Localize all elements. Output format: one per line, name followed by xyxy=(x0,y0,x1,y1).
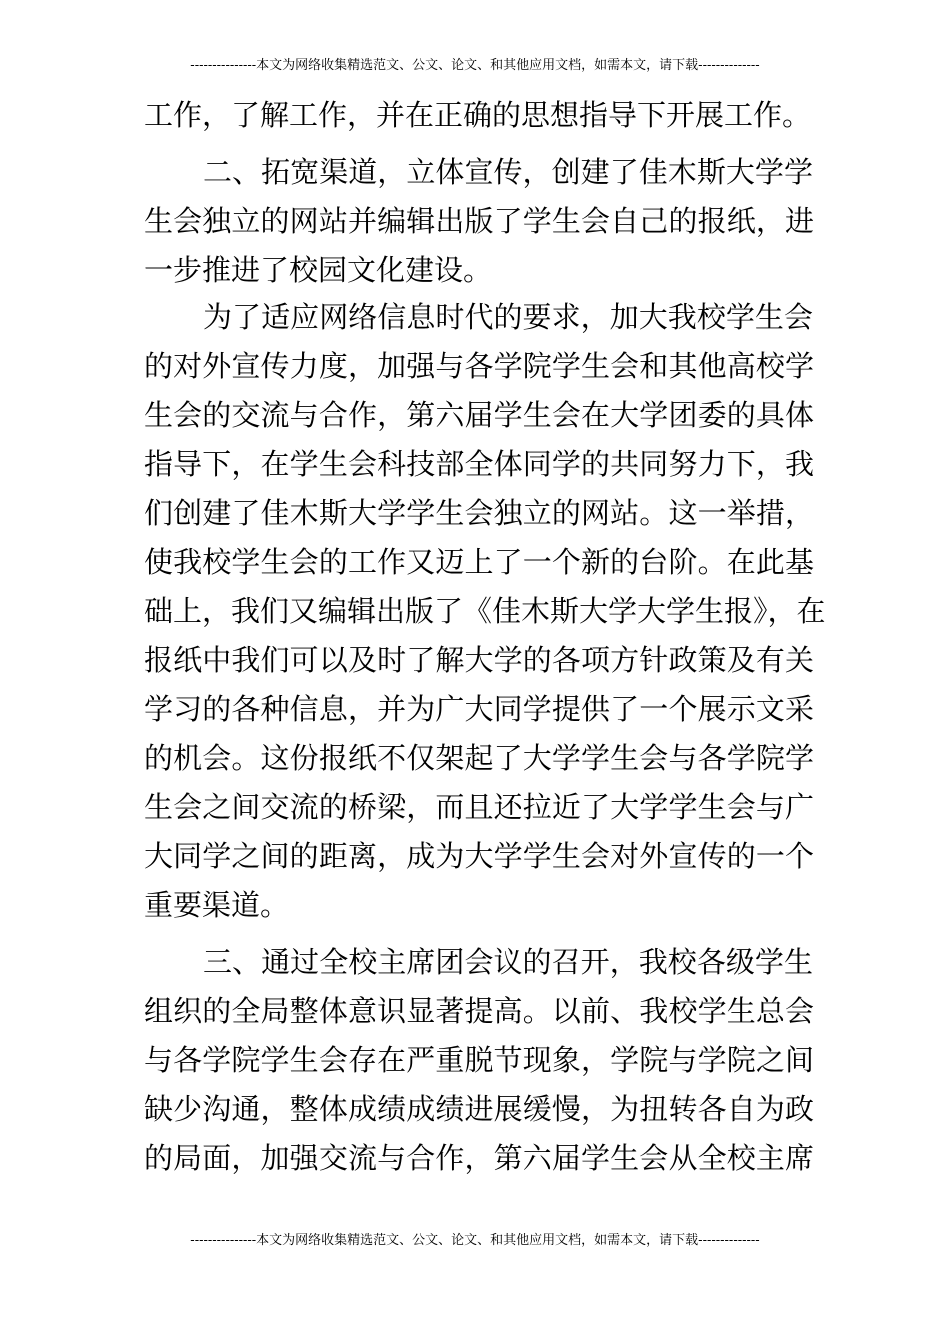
paragraph-line: 工作，了解工作，并在正确的思想指导下开展工作。 xyxy=(144,98,812,132)
paragraph-line: 生会独立的网站并编辑出版了学生会自己的报纸，进 xyxy=(144,204,814,238)
paragraph-line: 的机会。这份报纸不仅架起了大学学生会与各学院学 xyxy=(144,741,814,775)
paragraph-line: 一步推进了校园文化建设。 xyxy=(144,253,493,287)
paragraph-line: 二、拓宽渠道，立体宣传，创建了佳木斯大学学 xyxy=(203,155,813,189)
paragraph-line: 大同学之间的距离，成为大学学生会对外宣传的一个 xyxy=(144,839,814,873)
paragraph-line: 三、通过全校主席团会议的召开，我校各级学生 xyxy=(203,945,813,979)
paragraph-line: 重要渠道。 xyxy=(144,888,290,922)
paragraph-line: 缺少沟通，整体成绩成绩进展缓慢，为扭转各自为政 xyxy=(144,1092,814,1126)
paragraph-line: 指导下，在学生会科技部全体同学的共同努力下，我 xyxy=(144,447,814,481)
paragraph-line: 组织的全局整体意识显著提高。以前、我校学生总会 xyxy=(144,994,814,1028)
footer-banner: ---------------本文为网络收集精选范文、公文、论文、和其他应用文档，如需本文，请下载-------------- xyxy=(190,1233,760,1248)
paragraph-line: 们创建了佳木斯大学学生会独立的网站。这一举措， xyxy=(144,496,814,530)
paragraph-line: 生会的交流与合作，第六届学生会在大学团委的具体 xyxy=(144,398,814,432)
paragraph-line: 学习的各种信息，并为广大同学提供了一个展示文采 xyxy=(144,692,814,726)
paragraph-line: 的对外宣传力度，加强与各学院学生会和其他高校学 xyxy=(144,349,814,383)
paragraph-line: 的局面，加强交流与合作，第六届学生会从全校主席 xyxy=(144,1141,814,1175)
paragraph-line: 为了适应网络信息时代的要求，加大我校学生会 xyxy=(203,300,813,334)
header-banner: ---------------本文为网络收集精选范文、公文、论文、和其他应用文档，如需本文，请下载-------------- xyxy=(190,58,760,73)
paragraph-line: 础上，我们又编辑出版了《佳木斯大学大学生报》，在 xyxy=(144,594,826,628)
paragraph-line: 使我校学生会的工作又迈上了一个新的台阶。在此基 xyxy=(144,545,814,579)
paragraph-line: 生会之间交流的桥梁，而且还拉近了大学学生会与广 xyxy=(144,790,814,824)
paragraph-line: 与各学院学生会存在严重脱节现象，学院与学院之间 xyxy=(144,1043,814,1077)
paragraph-line: 报纸中我们可以及时了解大学的各项方针政策及有关 xyxy=(144,643,814,677)
